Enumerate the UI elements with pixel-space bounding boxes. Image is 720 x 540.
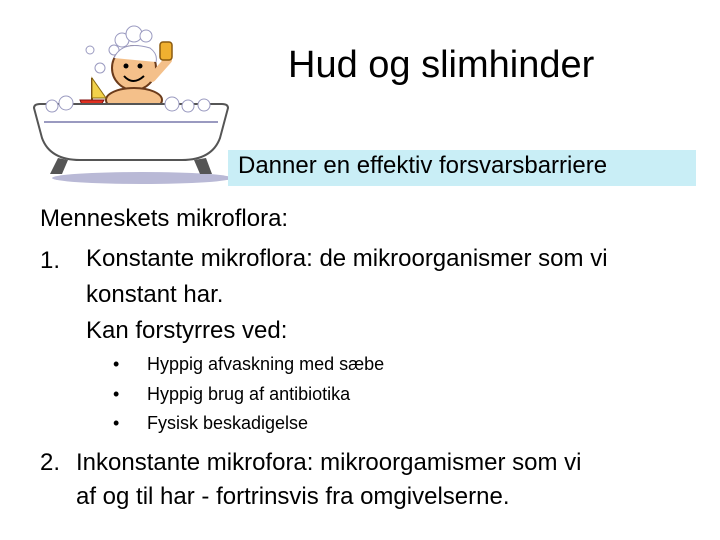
item1-number: 1. (40, 247, 61, 274)
bullet-marker: • (113, 413, 120, 433)
item2-line2: af og til har - fortrinsvis fra omgivelserne. (76, 483, 510, 510)
item1-line2: konstant har. (86, 281, 224, 308)
child-in-bathtub-icon (22, 20, 242, 190)
slide-title: Hud og slimhinder (288, 44, 595, 86)
banner-text: Danner en effektiv forsvarsbarriere (238, 152, 608, 179)
bullet-item: Fysisk beskadigelse (147, 413, 309, 433)
bullet-marker: • (113, 354, 120, 374)
item2-line1: Inkonstante mikrofora: mikroorgamismer som vi (76, 449, 582, 476)
bullet-item: Hyppig afvaskning med sæbe (147, 354, 385, 374)
item2-number: 2. (40, 449, 61, 476)
item1-line1: Konstante mikroflora: de mikroorganismer som vi (86, 245, 608, 272)
item1-line3: Kan forstyrres ved: (86, 317, 288, 344)
intro-heading: Menneskets mikroflora: (40, 205, 289, 232)
bullet-marker: • (113, 384, 120, 404)
bullet-item: Hyppig brug af antibiotika (147, 384, 351, 404)
